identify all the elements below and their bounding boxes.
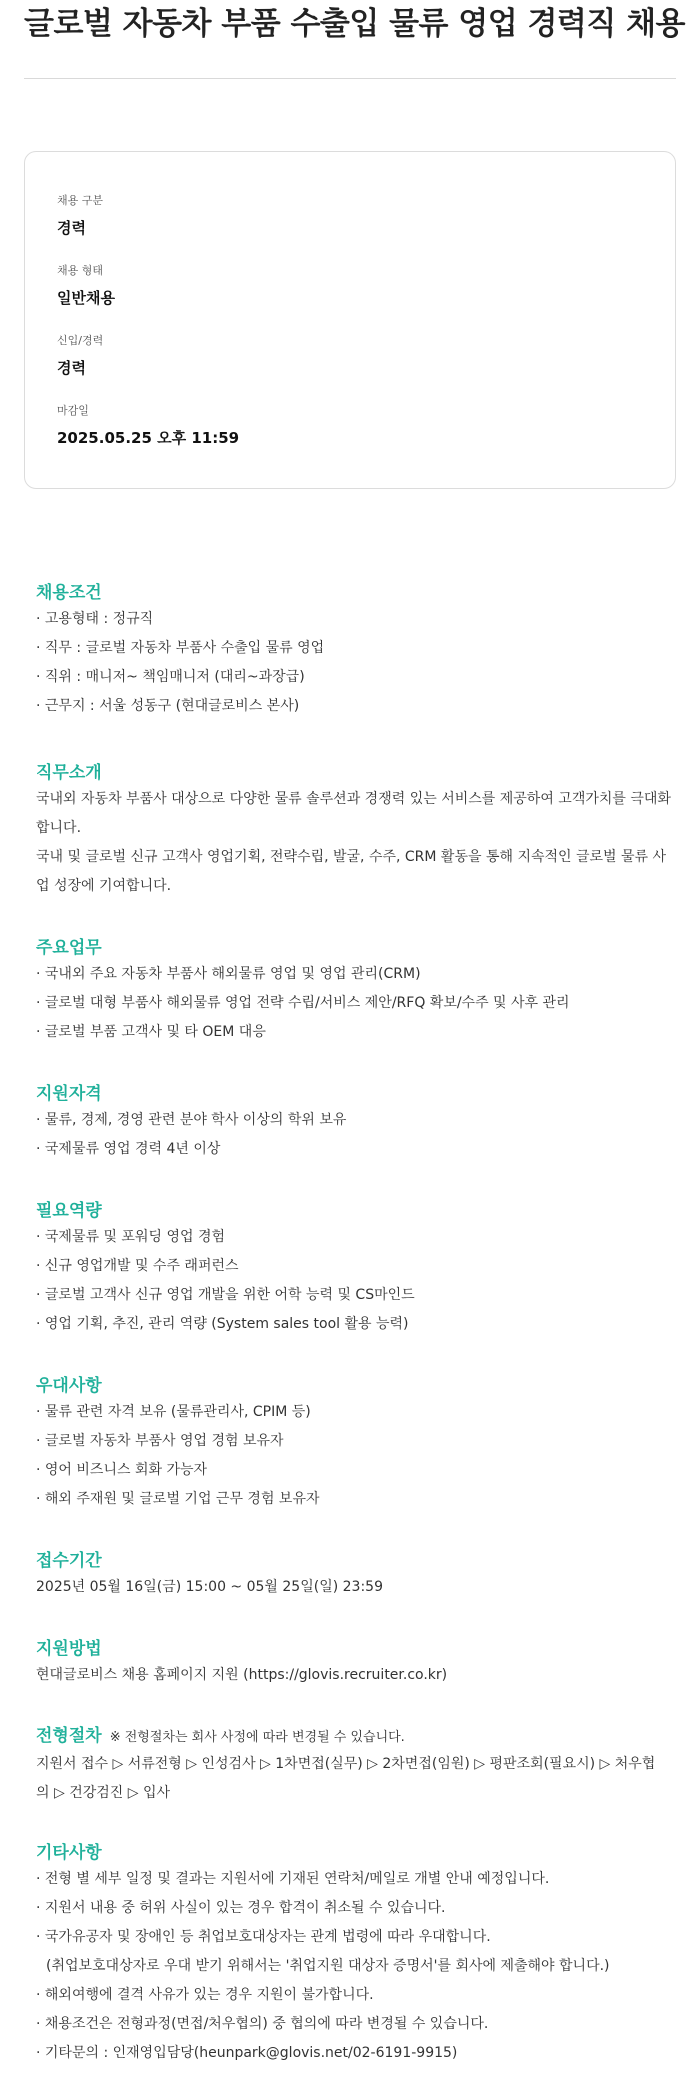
list-item: · 고용형태 : 정규직 [36, 605, 676, 634]
section-period [36, 1549, 676, 1602]
section-title: 필요역량 [36, 1201, 102, 1221]
list-item: · 지원서 내용 중 허위 사실이 있는 경우 합격이 취소될 수 있습니다. [36, 1894, 676, 1923]
list-item: · 전형 별 세부 일정 및 결과는 지원서에 기재된 연락처/메일로 개별 안내 예정입니다. [36, 1865, 676, 1894]
section-title: 지원방법 [36, 1639, 102, 1659]
section-title [36, 1724, 676, 1750]
process-line: 의 ▷ 건강검진 ▷ 입사 [36, 1785, 171, 1801]
paragraph-line: 국내 및 글로벌 신규 고객사 영업기획, 전략수립, 발굴, 수주, CRM 활동을 통해 지속적인 글로벌 물류 사 [36, 849, 667, 865]
period-text: 2025년 05월 16일(금) 15:00 ~ 05월 25일(일) 23:59 [36, 1579, 383, 1595]
summary-value: 일반채용 [57, 289, 115, 307]
section-title: 직무소개 [36, 763, 102, 783]
list-item: · 글로벌 부품 고객사 및 타 OEM 대응 [36, 1018, 676, 1047]
list-item: · 영업 기획, 추진, 관리 역량 (System sales tool 활용 능력) [36, 1310, 676, 1339]
summary-item-category [57, 194, 103, 239]
summary-value: 경력 [57, 359, 86, 377]
list-item: · 신규 영업개발 및 수주 래퍼런스 [36, 1252, 676, 1281]
list-item: · 국가유공자 및 장애인 등 취업보호대상자는 관계 법령에 따라 우대합니다. [36, 1923, 676, 1952]
list-item: · 국제물류 및 포워딩 영업 경험 [36, 1223, 676, 1252]
section-intro [36, 761, 676, 901]
section-title-text: 전형절차 [36, 1726, 102, 1746]
summary-item-deadline [57, 404, 239, 449]
summary-card [24, 151, 676, 489]
section-competencies [36, 1199, 676, 1339]
title-divider [24, 78, 676, 79]
section-preferred [36, 1374, 676, 1514]
paragraph-line: 국내외 자동차 부품사 대상으로 다양한 물류 솔루션과 경쟁력 있는 서비스를 제공하여 고객가치를 극대화 [36, 791, 671, 807]
summary-label: 신입/경력 [57, 334, 104, 347]
list-item: · 채용조건은 전형과정(면접/처우협의) 중 협의에 따라 변경될 수 있습니다. [36, 2010, 676, 2039]
list-item: · 근무지 : 서울 성동구 (현대글로비스 본사) [36, 692, 676, 721]
section-title: 채용조건 [36, 583, 102, 603]
list-item: · 기타문의 : 인재영입담당(heunpark@glovis.net/02-6191-9915) [36, 2039, 676, 2068]
section-title: 주요업무 [36, 938, 102, 958]
summary-label: 채용 형태 [57, 264, 104, 277]
list-item: · 물류, 경제, 경영 관련 분야 학사 이상의 학위 보유 [36, 1106, 676, 1135]
list-item: · 글로벌 고객사 신규 영업 개발을 위한 어학 능력 및 CS마인드 [36, 1281, 676, 1310]
section-title: 접수기간 [36, 1551, 102, 1571]
section-conditions [36, 581, 676, 721]
section-process [36, 1724, 676, 1808]
paragraph-line: 합니다. [36, 820, 82, 836]
list-item: · 글로벌 대형 부품사 해외물류 영업 전략 수립/서비스 제안/RFQ 확보/수주 및 사후 관리 [36, 989, 676, 1018]
method-text: 현대글로비스 채용 홈페이지 지원 (https://glovis.recruiter.co.kr) [36, 1667, 448, 1683]
list-item: · 국제물류 영업 경력 4년 이상 [36, 1135, 676, 1164]
section-duties [36, 936, 676, 1047]
list-item: · 직위 : 매니저~ 책임매니저 (대리~과장급) [36, 663, 676, 692]
section-title: 지원자격 [36, 1084, 102, 1104]
summary-value: 경력 [57, 219, 86, 237]
section-title: 우대사항 [36, 1376, 102, 1396]
section-etc [36, 1841, 676, 2068]
list-item: · 해외여행에 결격 사유가 있는 경우 지원이 불가합니다. [36, 1981, 676, 2010]
process-note: ※ 전형절차는 회사 사정에 따라 변경될 수 있습니다. [109, 1730, 405, 1745]
list-item-continuation: (취업보호대상자로 우대 받기 위해서는 '취업지원 대상자 증명서'를 회사에 제출해야 합니다.) [46, 1958, 610, 1974]
page-title: 글로벌 자동차 부품 수출입 물류 영업 경력직 채용 [24, 6, 685, 42]
summary-item-type [57, 264, 115, 309]
paragraph-line: 업 성장에 기여합니다. [36, 878, 172, 894]
list-item: · 영어 비즈니스 회화 가능자 [36, 1456, 676, 1485]
list-item: · 국내외 주요 자동차 부품사 해외물류 영업 및 영업 관리(CRM) [36, 960, 676, 989]
process-line: 지원서 접수 ▷ 서류전형 ▷ 인성검사 ▷ 1차면접(실무) ▷ 2차면접(임원) ▷ 평판조회(필요시) ▷ 처우협 [36, 1756, 656, 1772]
list-item: · 물류 관련 자격 보유 (물류관리사, CPIM 등) [36, 1398, 676, 1427]
summary-label: 마감일 [57, 404, 89, 417]
summary-value: 2025.05.25 오후 11:59 [57, 429, 240, 447]
summary-item-career [57, 334, 103, 379]
list-item: · 글로벌 자동차 부품사 영업 경험 보유자 [36, 1427, 676, 1456]
section-method [36, 1637, 676, 1690]
section-title: 기타사항 [36, 1843, 102, 1863]
section-qualifications [36, 1082, 676, 1164]
list-item: · 해외 주재원 및 글로벌 기업 근무 경험 보유자 [36, 1485, 676, 1514]
summary-label: 채용 구분 [57, 194, 104, 207]
list-item: · 직무 : 글로벌 자동차 부품사 수출입 물류 영업 [36, 634, 676, 663]
